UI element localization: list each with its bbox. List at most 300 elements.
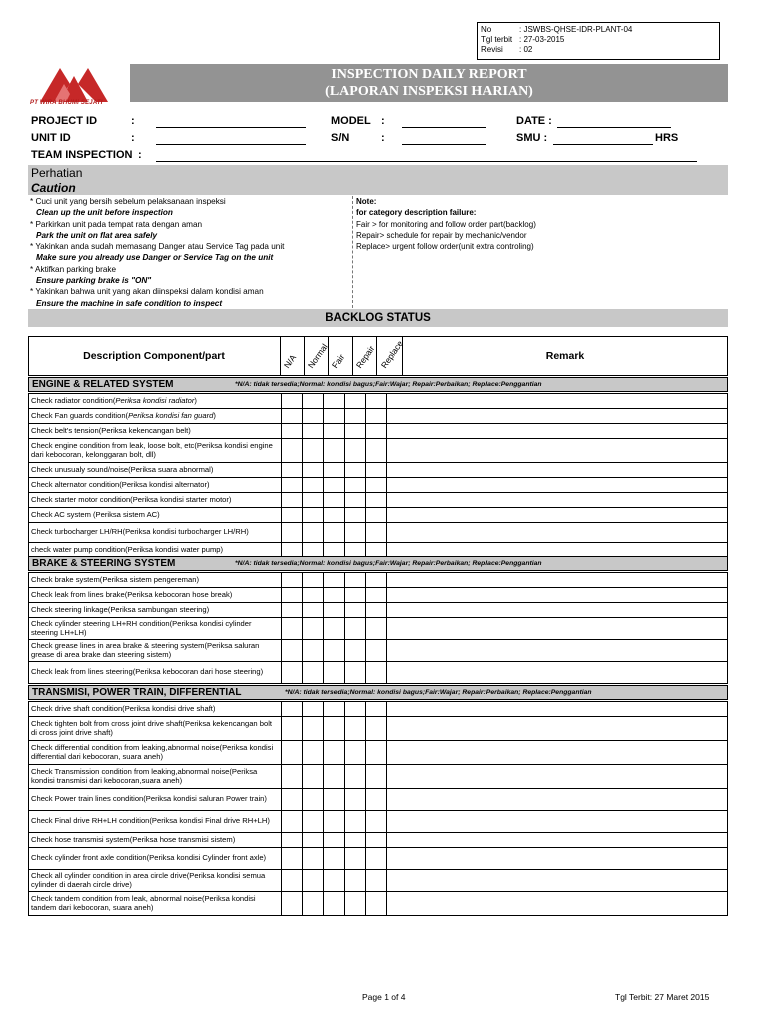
status-cell-replace[interactable] xyxy=(366,523,387,543)
table-row xyxy=(29,811,728,833)
table-row xyxy=(29,603,728,618)
caution-title: Perhatian xyxy=(31,166,83,180)
status-header-na: N/A xyxy=(281,352,299,370)
status-cell-repair[interactable] xyxy=(345,765,366,789)
report-title xyxy=(130,64,728,102)
status-cell-fair[interactable] xyxy=(324,765,345,789)
status-cell-fair[interactable] xyxy=(324,508,345,523)
status-cell-na[interactable] xyxy=(282,493,303,508)
row-description xyxy=(29,588,282,603)
divider xyxy=(352,196,353,308)
hrs-label: HRS xyxy=(655,132,679,144)
status-cell-repair[interactable] xyxy=(345,508,366,523)
status-cell-repair[interactable] xyxy=(345,662,366,684)
status-cell-fair[interactable] xyxy=(324,588,345,603)
status-cell-replace[interactable] xyxy=(366,463,387,478)
description-text: Check starter motor condition(Periksa kondisi starter motor) xyxy=(31,494,232,504)
table-row xyxy=(29,439,728,463)
row-description xyxy=(29,640,282,662)
status-cell-na[interactable] xyxy=(282,848,303,870)
header-divider xyxy=(304,336,305,376)
description-italic: Periksa kondisi fan guard xyxy=(128,410,214,420)
status-cell-normal[interactable] xyxy=(303,848,324,870)
status-cell-replace[interactable] xyxy=(366,588,387,603)
section-legend: *N/A: tidak tersedia;Normal: kondisi bagus;Fair:Wajar; Repair:Perbaikan; Replace:Penggantian xyxy=(235,381,542,388)
status-cell-fair[interactable] xyxy=(324,463,345,478)
revisi-value: : 02 xyxy=(519,45,533,54)
table-row xyxy=(29,523,728,543)
caution-item-id: * Yakinkan anda sudah memasang Danger atau Service Tag pada unit xyxy=(30,242,285,252)
remark-cell[interactable] xyxy=(387,523,728,543)
status-cell-fair[interactable] xyxy=(324,439,345,463)
table-row xyxy=(29,508,728,523)
section-header xyxy=(28,556,728,571)
date-label: DATE : xyxy=(516,115,552,127)
status-cell-normal[interactable] xyxy=(303,640,324,662)
row-description xyxy=(29,789,282,811)
team-inspection-field[interactable] xyxy=(156,161,697,162)
description-italic: Periksa kondisi radiator xyxy=(115,395,195,405)
status-header-replace: Replace xyxy=(378,338,405,370)
colon: : xyxy=(131,132,135,144)
remark-cell[interactable] xyxy=(387,717,728,741)
status-cell-normal[interactable] xyxy=(303,662,324,684)
remark-cell[interactable] xyxy=(387,640,728,662)
status-cell-replace[interactable] xyxy=(366,573,387,588)
table-row xyxy=(29,848,728,870)
remark-cell[interactable] xyxy=(387,702,728,717)
status-cell-normal[interactable] xyxy=(303,789,324,811)
status-cell-normal[interactable] xyxy=(303,892,324,916)
status-cell-fair[interactable] xyxy=(324,424,345,439)
row-description xyxy=(29,463,282,478)
remark-cell[interactable] xyxy=(387,424,728,439)
row-description xyxy=(29,848,282,870)
description-text: Check Transmission condition from leaking,abnormal noise(Periksa kondisi transmisi dari kebocoran,suara aneh) xyxy=(31,766,258,785)
section-table xyxy=(28,572,728,684)
row-description xyxy=(29,508,282,523)
status-cell-na[interactable] xyxy=(282,523,303,543)
status-cell-na[interactable] xyxy=(282,478,303,493)
company-name: PT WIRA BHUMI SEJATI xyxy=(30,100,103,106)
status-cell-replace[interactable] xyxy=(366,493,387,508)
description-text: Check leak from lines steering(Periksa kebocoran dari hose steering) xyxy=(31,667,264,677)
header-divider xyxy=(328,336,329,376)
project-id-label: PROJECT ID xyxy=(31,115,98,127)
status-cell-normal[interactable] xyxy=(303,588,324,603)
status-cell-fair[interactable] xyxy=(324,811,345,833)
table-row xyxy=(29,478,728,493)
status-cell-normal[interactable] xyxy=(303,741,324,765)
status-cell-fair[interactable] xyxy=(324,833,345,848)
caution-item-en: Make sure you already use Danger or Service Tag on the unit xyxy=(36,253,274,263)
header-divider xyxy=(352,336,353,376)
status-cell-na[interactable] xyxy=(282,662,303,684)
table-row xyxy=(29,870,728,892)
remark-cell[interactable] xyxy=(387,573,728,588)
status-cell-repair[interactable] xyxy=(345,478,366,493)
status-cell-repair[interactable] xyxy=(345,493,366,508)
table-row xyxy=(29,765,728,789)
model-field[interactable] xyxy=(402,127,486,128)
status-cell-normal[interactable] xyxy=(303,409,324,424)
table-row xyxy=(29,424,728,439)
sn-label: S/N xyxy=(331,132,350,144)
description-text: ) xyxy=(194,395,197,405)
status-cell-normal[interactable] xyxy=(303,573,324,588)
status-cell-normal[interactable] xyxy=(303,603,324,618)
status-cell-fair[interactable] xyxy=(324,848,345,870)
status-cell-na[interactable] xyxy=(282,811,303,833)
description-text: Check grease lines in area brake & steering system(Periksa saluran grease di area brake dan steering sistem) xyxy=(31,640,260,659)
description-text: Check radiator condition( xyxy=(31,395,116,405)
status-cell-replace[interactable] xyxy=(366,618,387,640)
description-text: Check AC system (Periksa sistem AC) xyxy=(31,509,160,519)
status-cell-repair[interactable] xyxy=(345,523,366,543)
remark-cell[interactable] xyxy=(387,892,728,916)
status-cell-na[interactable] xyxy=(282,424,303,439)
status-cell-normal[interactable] xyxy=(303,870,324,892)
row-description xyxy=(29,870,282,892)
status-cell-replace[interactable] xyxy=(366,640,387,662)
note-fair: Fair > for monitoring and follow order part(backlog) xyxy=(356,219,536,229)
remark-cell[interactable] xyxy=(387,618,728,640)
description-text: Check brake system(Periksa sistem pengereman) xyxy=(31,574,199,584)
status-cell-repair[interactable] xyxy=(345,394,366,409)
report-title-line1: INSPECTION DAILY REPORT xyxy=(331,67,527,82)
status-cell-normal[interactable] xyxy=(303,702,324,717)
remark-cell[interactable] xyxy=(387,508,728,523)
backlog-status-title: BACKLOG STATUS xyxy=(28,309,728,327)
description-text: Check drive shaft condition(Periksa kondisi drive shaft) xyxy=(31,703,216,713)
caution-item-id: * Parkirkan unit pada tempat rata dengan aman xyxy=(30,219,203,229)
status-cell-normal[interactable] xyxy=(303,478,324,493)
remark-cell[interactable] xyxy=(387,870,728,892)
status-cell-repair[interactable] xyxy=(345,463,366,478)
remark-cell[interactable] xyxy=(387,848,728,870)
status-cell-normal[interactable] xyxy=(303,493,324,508)
table-row xyxy=(29,409,728,424)
colon: : xyxy=(138,149,142,161)
note-replace: Replace> urgent follow order(unit extra controling) xyxy=(356,242,534,252)
status-cell-replace[interactable] xyxy=(366,702,387,717)
remark-cell[interactable] xyxy=(387,603,728,618)
status-cell-replace[interactable] xyxy=(366,848,387,870)
status-cell-na[interactable] xyxy=(282,892,303,916)
caution-item-en: Clean up the unit before inspection xyxy=(36,208,173,218)
remark-cell[interactable] xyxy=(387,439,728,463)
status-cell-na[interactable] xyxy=(282,870,303,892)
status-header-fair: Fair xyxy=(329,352,347,370)
status-cell-repair[interactable] xyxy=(345,717,366,741)
smu-field[interactable] xyxy=(553,144,653,145)
header-divider xyxy=(402,336,403,376)
project-id-field[interactable] xyxy=(156,127,306,128)
description-text: Check steering linkage(Periksa sambungan steering) xyxy=(31,604,210,614)
revisi-label: Revisi xyxy=(481,45,503,54)
description-text: Check differential condition from leaking,abnormal noise(Periksa kondisi differential dari kebocoran, suara aneh) xyxy=(31,742,274,761)
remark-cell[interactable] xyxy=(387,394,728,409)
caution-subtitle: Caution xyxy=(31,181,76,195)
tgl-terbit-value: : 27-03-2015 xyxy=(519,35,565,44)
page-number: Page 1 of 4 xyxy=(362,992,406,1002)
row-description xyxy=(29,424,282,439)
team-inspection-label: TEAM INSPECTION xyxy=(31,149,133,161)
status-cell-replace[interactable] xyxy=(366,439,387,463)
unit-id-label: UNIT ID xyxy=(31,132,71,144)
remark-cell[interactable] xyxy=(387,811,728,833)
remark-cell[interactable] xyxy=(387,833,728,848)
table-row xyxy=(29,640,728,662)
status-cell-na[interactable] xyxy=(282,789,303,811)
status-cell-replace[interactable] xyxy=(366,833,387,848)
description-text: Check cylinder front axle condition(Periksa kondisi Cylinder front axle) xyxy=(31,853,267,863)
status-cell-replace[interactable] xyxy=(366,892,387,916)
status-cell-na[interactable] xyxy=(282,765,303,789)
status-cell-na[interactable] xyxy=(282,463,303,478)
status-cell-repair[interactable] xyxy=(345,603,366,618)
status-cell-fair[interactable] xyxy=(324,573,345,588)
status-cell-fair[interactable] xyxy=(324,662,345,684)
sn-field[interactable] xyxy=(402,144,486,145)
status-cell-na[interactable] xyxy=(282,603,303,618)
status-cell-na[interactable] xyxy=(282,702,303,717)
remark-cell[interactable] xyxy=(387,463,728,478)
row-description xyxy=(29,892,282,916)
row-description xyxy=(29,833,282,848)
table-row xyxy=(29,394,728,409)
caution-item-en: Park the unit on flat area safely xyxy=(36,230,158,240)
status-cell-replace[interactable] xyxy=(366,409,387,424)
row-description xyxy=(29,409,282,424)
smu-label: SMU : xyxy=(516,132,548,144)
note-block xyxy=(356,196,536,252)
status-cell-fair[interactable] xyxy=(324,618,345,640)
row-description xyxy=(29,478,282,493)
description-text: Check tighten bolt from cross joint drive shaft(Periksa kekencangan bolt di cross joint drive shaft) xyxy=(31,718,273,737)
colon: : xyxy=(381,132,385,144)
section-table xyxy=(28,701,728,916)
unit-id-field[interactable] xyxy=(156,144,306,145)
status-cell-repair[interactable] xyxy=(345,811,366,833)
status-cell-repair[interactable] xyxy=(345,424,366,439)
status-cell-repair[interactable] xyxy=(345,573,366,588)
section-header xyxy=(28,685,728,700)
status-cell-na[interactable] xyxy=(282,741,303,765)
status-cell-replace[interactable] xyxy=(366,765,387,789)
status-cell-na[interactable] xyxy=(282,588,303,603)
status-cell-fair[interactable] xyxy=(324,603,345,618)
table-row xyxy=(29,717,728,741)
status-cell-normal[interactable] xyxy=(303,523,324,543)
status-cell-fair[interactable] xyxy=(324,892,345,916)
table-row xyxy=(29,463,728,478)
status-cell-replace[interactable] xyxy=(366,603,387,618)
remark-cell[interactable] xyxy=(387,765,728,789)
status-cell-na[interactable] xyxy=(282,717,303,741)
status-cell-na[interactable] xyxy=(282,833,303,848)
description-text: Check Power train lines condition(Periksa kondisi saluran Power train) xyxy=(31,794,267,804)
remark-cell[interactable] xyxy=(387,662,728,684)
status-cell-replace[interactable] xyxy=(366,662,387,684)
status-cell-repair[interactable] xyxy=(345,789,366,811)
caution-item-en: Ensure the machine in safe condition to inspect xyxy=(36,298,223,308)
status-cell-fair[interactable] xyxy=(324,717,345,741)
status-cell-replace[interactable] xyxy=(366,741,387,765)
tgl-terbit-label: Tgl terbit xyxy=(481,35,513,44)
status-cell-repair[interactable] xyxy=(345,588,366,603)
table-row xyxy=(29,702,728,717)
description-text: Check Fan guards condition( xyxy=(31,410,129,420)
row-description xyxy=(29,618,282,640)
status-cell-repair[interactable] xyxy=(345,833,366,848)
row-description xyxy=(29,662,282,684)
status-cell-na[interactable] xyxy=(282,618,303,640)
row-description xyxy=(29,702,282,717)
section-header xyxy=(28,377,728,392)
status-header-repair: Repair xyxy=(353,343,377,370)
description-text: Check tandem condition from leak, abnormal noise(Periksa kondisi tandem dari kebocoran, suara aneh) xyxy=(31,893,256,912)
status-cell-normal[interactable] xyxy=(303,811,324,833)
status-cell-replace[interactable] xyxy=(366,424,387,439)
section-title: BRAKE & STEERING SYSTEM xyxy=(32,558,176,569)
remark-cell[interactable] xyxy=(387,789,728,811)
remark-cell[interactable] xyxy=(387,478,728,493)
status-cell-replace[interactable] xyxy=(366,811,387,833)
description-text: Check cylinder steering LH+RH condition(Periksa kondisi cylinder steering LH+LH) xyxy=(31,618,252,637)
status-cell-repair[interactable] xyxy=(345,741,366,765)
status-cell-normal[interactable] xyxy=(303,618,324,640)
status-cell-repair[interactable] xyxy=(345,702,366,717)
date-field[interactable] xyxy=(557,127,671,128)
row-description xyxy=(29,523,282,543)
status-cell-fair[interactable] xyxy=(324,409,345,424)
status-cell-fair[interactable] xyxy=(324,870,345,892)
table-row xyxy=(29,789,728,811)
description-text: check water pump condition(Periksa kondisi water pump) xyxy=(31,544,224,554)
status-cell-fair[interactable] xyxy=(324,394,345,409)
remark-cell[interactable] xyxy=(387,493,728,508)
doc-no-label: No xyxy=(481,25,492,34)
document-info-box xyxy=(477,22,720,60)
status-cell-replace[interactable] xyxy=(366,508,387,523)
caution-list xyxy=(30,196,350,309)
description-text: ) xyxy=(213,410,216,420)
status-cell-repair[interactable] xyxy=(345,409,366,424)
row-description xyxy=(29,603,282,618)
description-text: Check leak from lines brake(Periksa kebocoran hose break) xyxy=(31,589,233,599)
status-cell-normal[interactable] xyxy=(303,439,324,463)
status-cell-replace[interactable] xyxy=(366,717,387,741)
footer-date: Tgl Terbit: 27 Maret 2015 xyxy=(615,992,710,1002)
description-text: Check turbocharger LH/RH(Periksa kondisi turbocharger LH/RH) xyxy=(31,527,249,537)
description-text: Check engine condition from leak, loose bolt, etc(Periksa kondisi engine dari kebocoran, kelonggaran bolt, dll) xyxy=(31,440,273,459)
status-cell-normal[interactable] xyxy=(303,463,324,478)
status-cell-fair[interactable] xyxy=(324,493,345,508)
status-cell-na[interactable] xyxy=(282,573,303,588)
status-cell-na[interactable] xyxy=(282,508,303,523)
table-row xyxy=(29,588,728,603)
table-row xyxy=(29,618,728,640)
header-divider xyxy=(376,336,377,376)
model-label: MODEL xyxy=(331,115,371,127)
row-description xyxy=(29,439,282,463)
table-row xyxy=(29,662,728,684)
status-cell-fair[interactable] xyxy=(324,741,345,765)
row-description xyxy=(29,811,282,833)
remark-cell[interactable] xyxy=(387,409,728,424)
status-cell-normal[interactable] xyxy=(303,833,324,848)
row-description xyxy=(29,573,282,588)
colon: : xyxy=(131,115,135,127)
description-text: Check hose transmisi system(Periksa hose transmisi sistem) xyxy=(31,834,236,844)
description-text: Check all cylinder condition in area circle drive(Periksa kondisi semua cylinder di daerah circle drive) xyxy=(31,870,266,889)
status-cell-replace[interactable] xyxy=(366,478,387,493)
row-description xyxy=(29,741,282,765)
description-text: Check Final drive RH+LH condition(Periksa kondisi Final drive RH+LH) xyxy=(31,816,270,826)
status-cell-normal[interactable] xyxy=(303,717,324,741)
section-legend: *N/A: tidak tersedia;Normal: kondisi bagus;Fair:Wajar; Repair:Perbaikan; Replace:Penggantian xyxy=(285,689,592,696)
status-header-normal: Normal xyxy=(305,341,330,370)
description-text: Check unusualy sound/noise(Periksa suara abnormal) xyxy=(31,464,214,474)
row-description xyxy=(29,717,282,741)
status-cell-repair[interactable] xyxy=(345,618,366,640)
status-cell-fair[interactable] xyxy=(324,523,345,543)
note-repair: Repair> schedule for repair by mechanic/vendor xyxy=(356,230,527,240)
section-title: TRANSMISI, POWER TRAIN, DIFFERENTIAL xyxy=(32,687,242,698)
status-cell-na[interactable] xyxy=(282,394,303,409)
section-legend: *N/A: tidak tersedia;Normal: kondisi bagus;Fair:Wajar; Repair:Perbaikan; Replace:Penggantian xyxy=(235,560,542,567)
note-subtitle: for category description failure: xyxy=(356,208,477,218)
description-header: Description Component/part xyxy=(83,350,225,362)
section-table xyxy=(28,393,728,558)
status-cell-replace[interactable] xyxy=(366,789,387,811)
table-row xyxy=(29,833,728,848)
status-cell-repair[interactable] xyxy=(345,640,366,662)
caution-band xyxy=(28,165,728,195)
status-cell-fair[interactable] xyxy=(324,702,345,717)
status-cell-na[interactable] xyxy=(282,439,303,463)
status-cell-na[interactable] xyxy=(282,409,303,424)
status-cell-replace[interactable] xyxy=(366,870,387,892)
status-cell-repair[interactable] xyxy=(345,848,366,870)
status-cell-normal[interactable] xyxy=(303,394,324,409)
status-cell-na[interactable] xyxy=(282,640,303,662)
colon: : xyxy=(381,115,385,127)
remark-cell[interactable] xyxy=(387,588,728,603)
status-cell-repair[interactable] xyxy=(345,892,366,916)
status-cell-normal[interactable] xyxy=(303,508,324,523)
description-text: Check belt's tension(Periksa kekencangan belt) xyxy=(31,425,191,435)
doc-no-value: : JSWBS-QHSE-IDR-PLANT-04 xyxy=(519,25,633,34)
remark-header: Remark xyxy=(545,350,585,362)
status-cell-repair[interactable] xyxy=(345,870,366,892)
status-cell-normal[interactable] xyxy=(303,765,324,789)
status-cell-fair[interactable] xyxy=(324,789,345,811)
status-cell-replace[interactable] xyxy=(366,394,387,409)
status-cell-fair[interactable] xyxy=(324,478,345,493)
remark-cell[interactable] xyxy=(387,741,728,765)
status-cell-repair[interactable] xyxy=(345,439,366,463)
status-cell-normal[interactable] xyxy=(303,424,324,439)
table-row xyxy=(29,573,728,588)
row-description xyxy=(29,493,282,508)
caution-item-en: Ensure parking brake is "ON" xyxy=(36,276,152,286)
table-row xyxy=(29,493,728,508)
status-cell-fair[interactable] xyxy=(324,640,345,662)
caution-item-id: * Yakinkan bahwa unit yang akan diinspeksi dalam kondisi aman xyxy=(30,287,264,297)
report-title-line2: (LAPORAN INSPEKSI HARIAN) xyxy=(325,84,533,99)
